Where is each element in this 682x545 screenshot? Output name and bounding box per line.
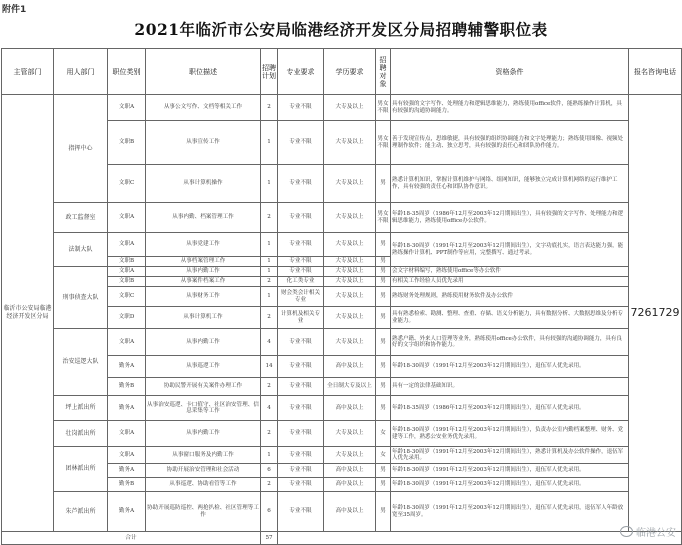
target-cell: 男	[376, 267, 391, 277]
description-cell: 从事档案管理工作	[146, 257, 261, 267]
target-cell: 男	[376, 287, 391, 307]
education-cell: 全日制大专及以上	[324, 378, 376, 396]
qualification-cell: 善于发现宣传点，思维敏捷，具有较强的组织协调能力和文字处理能力；熟练使用图像、视频处理制作软件；能主动、独立思考，具有较强的责任心和团队协作能力。	[391, 121, 629, 165]
quota-cell: 2	[261, 421, 278, 447]
description-cell: 从事公文写作、文档等相关工作	[146, 95, 261, 121]
major-cell: 专业不限	[278, 356, 324, 378]
major-cell: 专业不限	[278, 165, 324, 203]
education-cell: 大专及以上	[324, 277, 376, 287]
category-cell: 勤务A	[108, 356, 146, 378]
major-cell: 计算机及相关专业	[278, 307, 324, 329]
category-cell: 文职D	[108, 307, 146, 329]
description-cell: 从事计算机工作	[146, 307, 261, 329]
dept-cell: 团林派出所	[54, 447, 108, 492]
table-row	[2, 492, 682, 532]
dept-cell: 壮岗派出所	[54, 421, 108, 447]
major-cell: 专业不限	[278, 396, 324, 421]
wechat-icon	[620, 526, 633, 537]
target-cell: 男	[376, 165, 391, 203]
table-row	[2, 267, 682, 277]
header-quota: 招聘计划	[261, 49, 278, 95]
description-cell: 从事内勤工作	[146, 421, 261, 447]
education-cell: 大专及以上	[324, 121, 376, 165]
target-cell: 女	[376, 421, 391, 447]
description-cell: 从事宣传工作	[146, 121, 261, 165]
quota-cell: 6	[261, 464, 278, 478]
dept-cell: 刑事侦查大队	[54, 267, 108, 329]
table-row	[2, 203, 682, 233]
major-cell: 专业不限	[278, 203, 324, 233]
qualification-cell: 熟悉户籍、外来人口管理等业务，熟练使用office办公软件，具有较强的沟通协调能力，具有良好的文字组织和协作能力。	[391, 329, 629, 356]
table-row	[2, 447, 682, 464]
total-value: 57	[261, 532, 278, 545]
target-cell: 男	[376, 307, 391, 329]
target-cell: 男	[376, 329, 391, 356]
qualification-cell: 年龄18-35周岁（1986年12月至2003年12月期间出生），退伍军人优先录用。	[391, 396, 629, 421]
category-cell: 文职A	[108, 421, 146, 447]
description-cell: 协助民警开展有关案件办理工作	[146, 378, 261, 396]
description-cell: 从事窗口服务及内勤工作	[146, 447, 261, 464]
target-cell: 男	[376, 257, 391, 267]
education-cell: 大专及以上	[324, 267, 376, 277]
target-cell: 男	[376, 356, 391, 378]
major-cell: 专业不限	[278, 121, 324, 165]
quota-cell: 2	[261, 307, 278, 329]
description-cell: 从事治安巡逻、卡口值守、社区治安管理、信息采集等工作	[146, 396, 261, 421]
quota-cell: 4	[261, 329, 278, 356]
table-row	[2, 421, 682, 447]
description-cell: 从事财务工作	[146, 287, 261, 307]
education-cell: 大专及以上	[324, 307, 376, 329]
dept-cell: 指挥中心	[54, 95, 108, 203]
category-cell: 文职A	[108, 267, 146, 277]
header-supervisor: 主管部门	[2, 49, 54, 95]
qualification-cell: 年龄18-35周岁（1986年12月至2003年12月期间出生），具有较强的文字写作、处理能力和逻辑思维能力，熟练使用office办公软件。	[391, 203, 629, 233]
header-description: 职位描述	[146, 49, 261, 95]
table-row	[2, 233, 682, 257]
category-cell: 勤务A	[108, 464, 146, 478]
target-cell: 男	[376, 492, 391, 532]
target-cell: 男女不限	[376, 203, 391, 233]
quota-cell: 2	[261, 478, 278, 492]
category-cell: 文职A	[108, 233, 146, 257]
category-cell: 勤务B	[108, 378, 146, 396]
dept-cell: 治安巡逻大队	[54, 329, 108, 396]
category-cell: 文职A	[108, 447, 146, 464]
description-cell: 协助开展治安管理和社会活动	[146, 464, 261, 478]
category-cell: 文职A	[108, 95, 146, 121]
target-cell: 男	[376, 396, 391, 421]
major-cell: 专业不限	[278, 464, 324, 478]
target-cell: 男	[376, 277, 391, 287]
major-cell: 专业不限	[278, 378, 324, 396]
quota-cell: 2	[261, 277, 278, 287]
quota-cell: 2	[261, 95, 278, 121]
qualification-cell: 年龄18-30周岁（1991年12月至2003年12月期间出生），文字功底扎实，语言表达能力强，能熟练操作计算机、PPT制作等应用，完整撰写、通过考录。	[391, 233, 629, 267]
quota-cell: 1	[261, 287, 278, 307]
target-cell: 男	[376, 378, 391, 396]
quota-cell: 2	[261, 203, 278, 233]
major-cell: 专业不限	[278, 421, 324, 447]
phone-cell: 7261729	[629, 95, 682, 532]
education-cell: 大专及以上	[324, 203, 376, 233]
quota-cell: 4	[261, 396, 278, 421]
major-cell: 专业不限	[278, 447, 324, 464]
major-cell: 化工类专业	[278, 277, 324, 287]
supervisor-cell: 临沂市公安局临港经济开发区分局	[2, 95, 54, 532]
education-cell: 高中及以上	[324, 356, 376, 378]
table-row	[2, 329, 682, 356]
header-education: 学历要求	[324, 49, 376, 95]
education-cell: 高中及以上	[324, 396, 376, 421]
major-cell: 专业不限	[278, 267, 324, 277]
dept-cell: 朱芦派出所	[54, 492, 108, 532]
qualification-cell: 年龄18-30周岁（1991年12月至2003年12月期间出生），退伍军人优先录用，退伍军人年龄放宽至35周岁。	[391, 492, 629, 532]
quota-cell: 2	[261, 378, 278, 396]
dept-cell: 法制大队	[54, 233, 108, 267]
watermark	[620, 524, 676, 539]
major-cell: 专业不限	[278, 95, 324, 121]
major-cell: 专业不限	[278, 478, 324, 492]
header-employer: 用人部门	[54, 49, 108, 95]
education-cell: 高中及以上	[324, 464, 376, 478]
description-cell: 从事内勤工作	[146, 329, 261, 356]
target-cell: 男	[376, 464, 391, 478]
quota-cell: 14	[261, 356, 278, 378]
target-cell: 男	[376, 478, 391, 492]
quota-cell: 1	[261, 267, 278, 277]
education-cell: 大专及以上	[324, 329, 376, 356]
education-cell: 大专及以上	[324, 287, 376, 307]
category-cell: 勤务B	[108, 478, 146, 492]
description-cell: 从事计算机操作	[146, 165, 261, 203]
target-cell: 男女不限	[376, 121, 391, 165]
category-cell: 勤务A	[108, 396, 146, 421]
table-row	[2, 95, 682, 121]
target-cell: 女	[376, 447, 391, 464]
total-label: 合计	[2, 532, 261, 545]
major-cell: 专业不限	[278, 329, 324, 356]
major-cell: 专业不限	[278, 233, 324, 257]
table-row	[2, 396, 682, 421]
qualification-cell: 具有一定的法律基础知识。	[391, 378, 629, 396]
qualification-cell: 会文字材料编写，熟练使用office等办公软件	[391, 267, 629, 277]
qualification-cell: 熟悉计算机知识，掌握计算机维护与网络、组网知识，能够独立完成计算机网络的运行维护工作，具有较强的责任心和团队协作意识。	[391, 165, 629, 203]
description-cell: 从事内勤工作	[146, 267, 261, 277]
target-cell: 男女不限	[376, 95, 391, 121]
total-row	[2, 532, 682, 545]
education-cell: 大专及以上	[324, 421, 376, 447]
education-cell: 高中及以上	[324, 478, 376, 492]
dept-cell: 坪上派出所	[54, 396, 108, 421]
description-cell: 从事党建工作	[146, 233, 261, 257]
category-cell: 文职A	[108, 203, 146, 233]
header-target: 招聘对象	[376, 49, 391, 95]
education-cell: 大专及以上	[324, 95, 376, 121]
category-cell: 文职B	[108, 257, 146, 267]
category-cell: 文职B	[108, 121, 146, 165]
header-category: 职位类别	[108, 49, 146, 95]
qualification-cell: 熟练财务处理规则，熟练使用财务软件及办公软件	[391, 287, 629, 307]
major-cell: 专业不限	[278, 492, 324, 532]
quota-cell: 6	[261, 492, 278, 532]
category-cell: 文职C	[108, 165, 146, 203]
quota-cell: 1	[261, 233, 278, 257]
watermark-text: 临港公安	[636, 528, 676, 539]
description-cell: 从事内勤、档案管理工作	[146, 203, 261, 233]
education-cell: 大专及以上	[324, 233, 376, 257]
quota-cell: 1	[261, 165, 278, 203]
qualification-cell: 年龄18-30周岁（1991年12月至2003年12月期间出生），负责办公室内勤档案整理、财务、党建等工作，熟悉公安业务优先录用。	[391, 421, 629, 447]
description-cell: 从事巡逻、协助看管等工作	[146, 478, 261, 492]
description-cell: 从事巡逻工作	[146, 356, 261, 378]
attachment-label: 附件1	[2, 5, 27, 15]
major-cell: 财会类会计相关专业	[278, 287, 324, 307]
category-cell: 勤务A	[108, 492, 146, 532]
header-qualification: 资格条件	[391, 49, 629, 95]
quota-cell: 1	[261, 257, 278, 267]
positions-table	[1, 48, 682, 545]
category-cell: 文职A	[108, 329, 146, 356]
category-cell: 文职C	[108, 287, 146, 307]
qualification-cell: 年龄18-30周岁（1991年12月至2003年12月期间出生），退伍军人优先录用。	[391, 464, 629, 478]
education-cell: 大专及以上	[324, 165, 376, 203]
qualification-cell: 年龄18-30周岁（1991年12月至2003年12月期间出生），熟悉计算机及办公软件操作，退伍军人优先录用。	[391, 447, 629, 464]
page-title: 2021年临沂市公安局临港经济开发区分局招聘辅警职位表	[134, 20, 548, 39]
education-cell: 大专及以上	[324, 447, 376, 464]
category-cell: 文职B	[108, 277, 146, 287]
description-cell: 协助开展巡防巡控、两抢扒检、社区管理等工作	[146, 492, 261, 532]
target-cell: 男	[376, 233, 391, 257]
education-cell: 高中及以上	[324, 492, 376, 532]
header-phone: 报名咨询电话	[629, 49, 682, 95]
qualification-cell: 有相关工作经验人员优先录用	[391, 277, 629, 287]
quota-cell: 1	[261, 447, 278, 464]
qualification-cell: 年龄18-30周岁（1991年12月至2003年12月期间出生），退伍军人优先录用。	[391, 478, 629, 492]
quota-cell: 1	[261, 121, 278, 165]
qualification-cell: 具有熟悉检索、勘测、整理、查重、存储、语义分析能力，具有数据分析、大数据思维及分析专业能力。	[391, 307, 629, 329]
qualification-cell: 具有较强的文字写作、处理能力和逻辑思维能力，熟练使用office软件，能熟练操作计算机，具有较强的沟通协调能力。	[391, 95, 629, 121]
education-cell: 大专及以上	[324, 257, 376, 267]
header-major: 专业要求	[278, 49, 324, 95]
major-cell: 专业不限	[278, 257, 324, 267]
description-cell: 从事案件档案工作	[146, 277, 261, 287]
dept-cell: 政工监督室	[54, 203, 108, 233]
qualification-cell: 年龄18-30周岁（1991年12月至2003年12月期间出生），退伍军人优先录用。	[391, 356, 629, 378]
